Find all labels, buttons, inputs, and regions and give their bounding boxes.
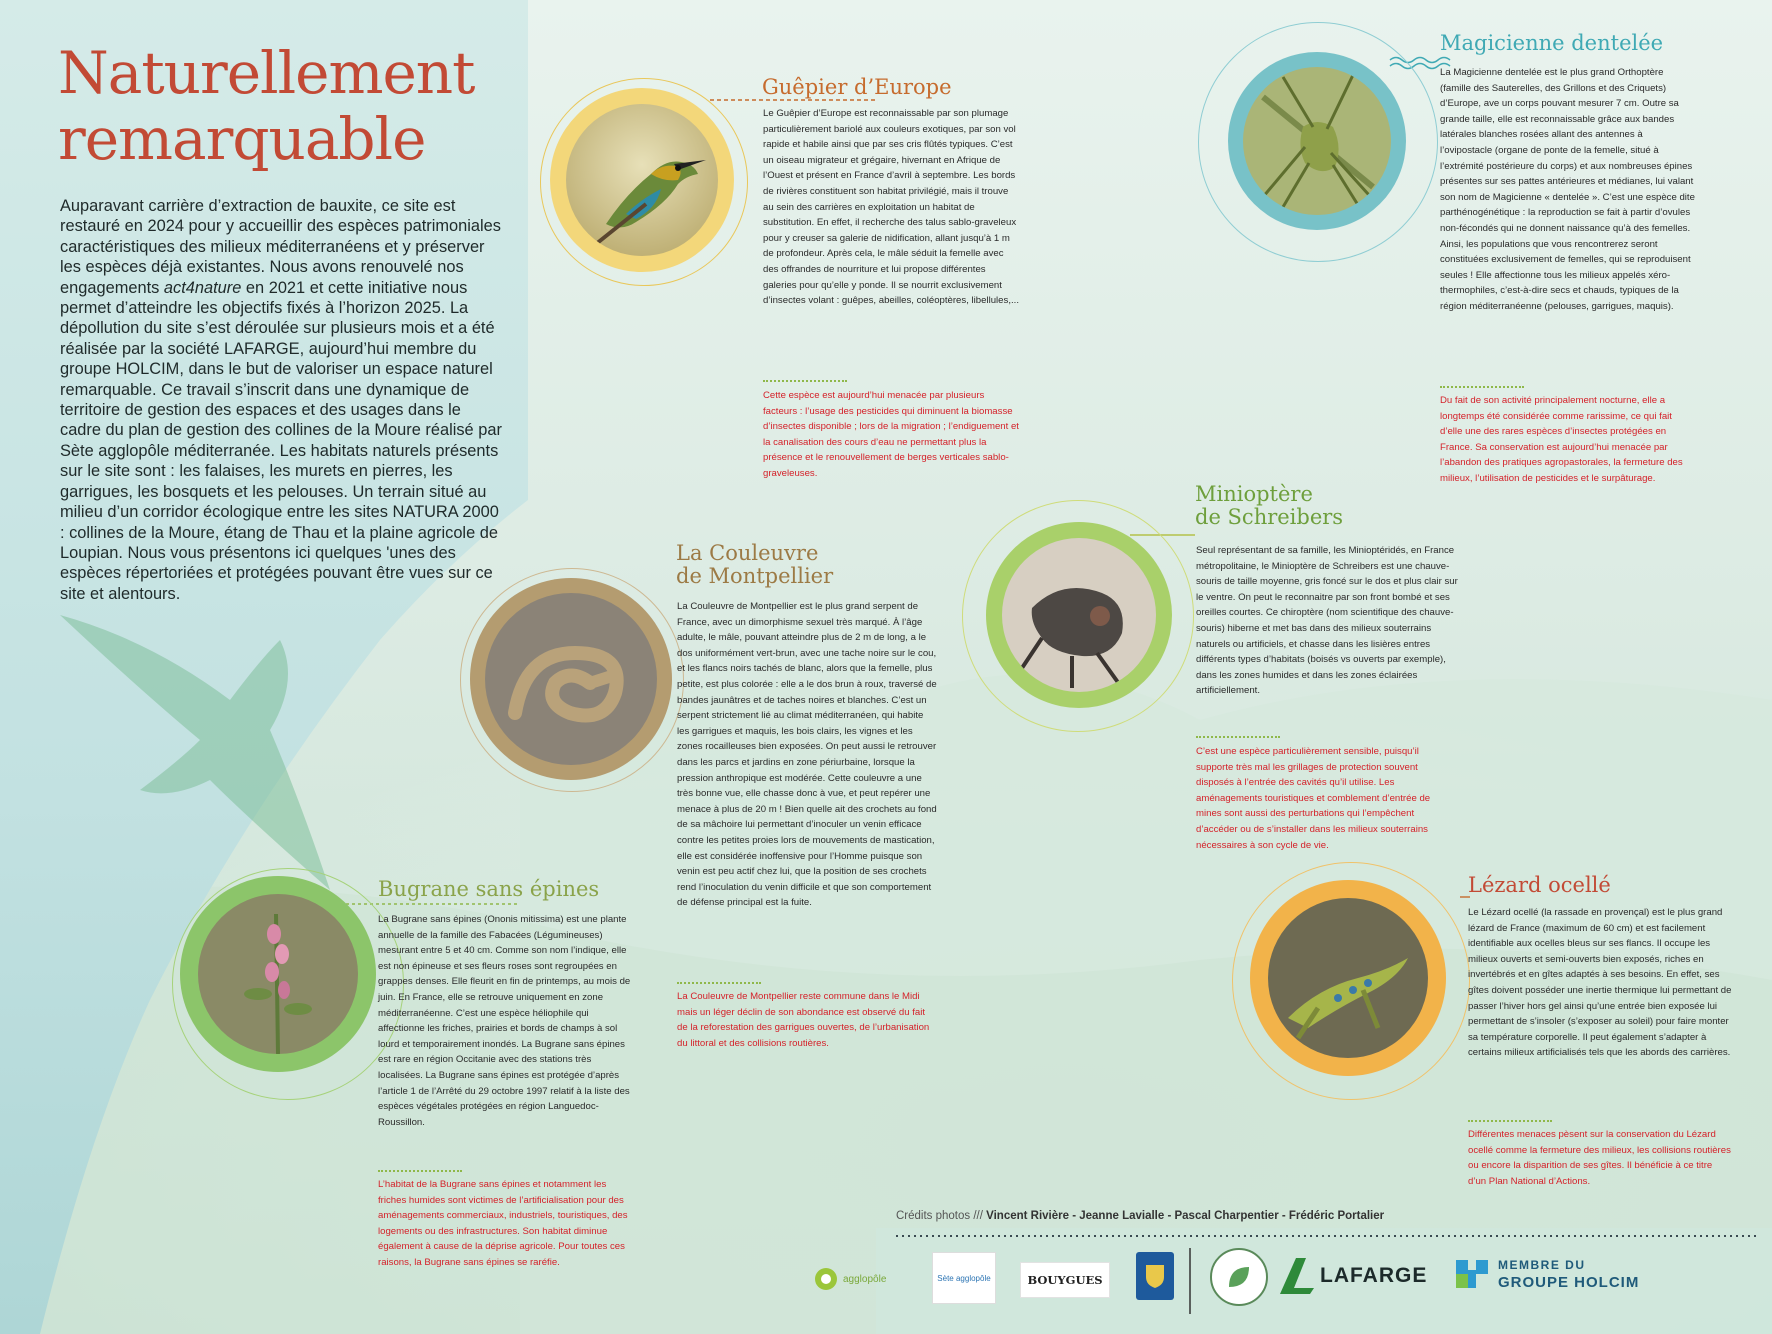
credits-names: Vincent Rivière - Jeanne Lavialle - Pascal Charpentier - Frédéric Portalier xyxy=(986,1210,1385,1222)
minioptere-photo xyxy=(1002,538,1156,692)
lezard-photo xyxy=(1268,898,1428,1058)
lafarge-logo xyxy=(1278,1254,1436,1298)
bugrane-title: Bugrane sans épines xyxy=(378,877,600,901)
lezard-threat: Différentes menaces pèsent sur la conservation du Lézard ocellé comme la fermeture des milieux, les collisions routières ou encore la disparition de ses gîtes. Il bénéficie à ce titre d’un Plan National d’Actions. xyxy=(1468,1129,1731,1187)
holcim-logo xyxy=(1452,1252,1672,1296)
intro-text-2: en 2021 et cette initiative nous permet d’atteindre les objectifs fixés à l’horizon 2025. La dépollution du site s’est déroulée sur plusieurs mois et a été réalisée par la société LAFARGE, aujourd’hui membre du groupe HOLCIM, dans le but de valoriser un espace naturel remarquable. Ce travail s’inscrit dans une dynamique de territoire de gestion des espaces et des usages dans le cadre du plan de gestion des collines de la Moure réalisé par Sète agglopôle méditerranée. Les habitats naturels présents sur le site sont : les falaises, les murets en pierres, les garrigues, les bosquets et les pelouses. Un terrain situé au milieu d’un corridor écologique entre les sites NATURA 2000 : collines de la Moure, étang de Thau et la plaine agricole de Loupian. Nous vous présentons ici quelques 'unes des espèces répertoriées et protégées pouvant être vues sur ce site et alentours. xyxy=(60,278,502,603)
holcim-text xyxy=(1498,1256,1639,1292)
minioptere-title xyxy=(1195,483,1343,529)
bouygues-logo-text: BOUYGUES xyxy=(1027,1273,1103,1287)
minioptere-title-line-2: de Schreibers xyxy=(1195,505,1344,529)
bugrane-description: La Bugrane sans épines (Ononis mitissima) est une plante annuelle de la famille des Fabacées (Légumineuses) mesurant entre 5 et 40 cm. Comme son nom l’indique, elle est non épineuse et ses fleurs roses sont regroupées en grappes denses. Elle fleurit en fin de printemps, au mois de juin. En France, elle se retrouve uniquement en zone méditerranéenne. C’est une espèce héliophile qui affectionne les friches, prairies et bords de champs à sol lourd et temporairement inondés. La Bugrane sans épines est rare en région Occitanie avec des stations très localisées. La Bugrane sans épines est protégée d’après l’article 1 de l’Arrêté du 29 octobre 1997 relatif à la liste des espèces végétales protégées en région Languedoc-Roussillon. xyxy=(378,914,631,1128)
bugrane-photo xyxy=(198,894,358,1054)
badge-logo xyxy=(1210,1248,1268,1306)
bugrane-threat: L’habitat de la Bugrane sans épines et notamment les friches humides sont victimes de l’artificialisation pour des aménagements commerciaux, industriels, touristiques, des logements ou des infrastructures. Son habitat diminue également à cause de la déprise agricole. Pour toutes ces raisons, la Bugrane sans épines se raréfie. xyxy=(378,1179,628,1268)
bouygues-logo xyxy=(1020,1262,1110,1298)
magicienne-description: La Magicienne dentelée est le plus grand Orthoptère (famille des Sauterelles, des Grillons et des Criquets) d’Europe, ave un corps pouvant mesurer 7 cm. Outre sa grande taille, elle est reconnaissable grâce aux bandes latérales blanches rosées allant des antennes à l’ovipostacle (organe de ponte de la femelle, situé à l’extrémité postérieure du corps) et aux nombreuses épines présentes sur ses pattes antérieures et médianes, lui valant son nom de Magicienne « dentelée ». C’est une espèce dite parthénogénétique : la reproduction se fait à partir d’ovules non-fécondés qui ne donnent naissance qu’à des femelles. Ainsi, les populations que vous rencontrerez seront constituées exclusivement de femelles, qui se reproduisent seules ! Elle affectionne tous les milieux appelés xéro-thermophiles, c’est-à-dire secs et chauds, typiques de la région méditerranéenne (pelouses, garrigues, maquis). xyxy=(1440,67,1695,312)
couleuvre-divider xyxy=(677,982,761,984)
leaf-icon xyxy=(1224,1262,1254,1292)
sete-logo xyxy=(932,1252,996,1304)
holcim-line-2: GROUPE HOLCIM xyxy=(1498,1274,1640,1291)
holcim-line-1: MEMBRE DU xyxy=(1498,1258,1586,1272)
couleuvre-title-line-2: de Montpellier xyxy=(676,564,834,588)
guepier-threat: Cette espèce est aujourd’hui menacée par plusieurs facteurs : l’usage des pesticides qui diminuent la biomasse d’insectes disponible ; lors de la migration ; l’endiguement et la canalisation des cours d’eau ne permettant plus la présence et le renouvellement de berges verticales sablo-graveleuses. xyxy=(763,390,1019,479)
agglopole-logo-text: agglopôle xyxy=(843,1273,887,1285)
guepier-photo xyxy=(566,104,718,256)
minioptere-threat: C’est une espèce particulièrement sensible, puisqu’il supporte très mal les grillages de protection souvent disposés à l’entrée des cavités qu’il utilise. Les aménagements touristiques et comblement d’entrée de mines sont aussi des perturbations qui l’empêchent d’accéder ou de s’installer dans les milieux souterrains nécessaires à son cycle de vie. xyxy=(1196,746,1431,851)
lezard-divider xyxy=(1468,1120,1552,1122)
magicienne-divider xyxy=(1440,386,1524,388)
magicienne-title: Magicienne dentelée xyxy=(1440,31,1664,55)
intro-paragraph xyxy=(60,196,506,604)
page-title xyxy=(58,40,474,172)
title-line-1: Naturellement xyxy=(58,39,475,107)
lafarge-l-icon xyxy=(1278,1256,1316,1296)
intro-emphasis: act4nature xyxy=(163,278,242,297)
guepier-divider xyxy=(763,380,847,382)
couleuvre-description: La Couleuvre de Montpellier est le plus grand serpent de France, avec un dimorphisme sexuel très marqué. À l’âge adulte, le mâle, pouvant atteindre plus de 2 m de long, a le dos uniformément vert-brun, avec une tache noire sur le cou, et les flancs noirs tachés de blanc, alors que la femelle, plus petite, est plus colorée : elle a le dos brun à roux, traversé de bandes jaunâtres et de taches noires et blanches. C’est un serpent strictement lié au climat méditerranéen, qui habite les garrigues et maquis, les bois clairs, les vignes et les zones rocailleuses bien exposées. On peut aussi le retrouver dans les parcs et jardins en zone périurbaine, lorsque la pression anthropique est modérée. Cette couleuvre a une très bonne vue, elle chasse donc à vue, et peut repérer une menace à plus de 20 m ! Bien quelle ait des crochets au fond de sa mâchoire lui permettant d’inoculer un venin efficace contre les petites proies lors de mouvements de mastication, elle est considérée inoffensive pour l’Homme puisque son venin est peu actif chez lui, que la position de ses crochets rend l’inoculation du venin difficile et que son comportement de défense principal est la fuite. xyxy=(677,601,937,909)
magicienne-photo xyxy=(1243,67,1391,215)
sete-logo-text: Sète agglopôle xyxy=(937,1273,991,1283)
photo-credits xyxy=(896,1210,1384,1222)
agglopole-logo xyxy=(813,1266,913,1292)
title-line-2: remarquable xyxy=(58,105,426,173)
minioptere-divider xyxy=(1196,736,1280,738)
blason-logo xyxy=(1136,1252,1174,1300)
bugrane-divider xyxy=(378,1170,462,1172)
intro-text-1: Auparavant carrière d’extraction de bauxite, ce site est restauré en 2024 pour y accueillir des espèces patrimoniales caractéristiques des milieux méditerranéens et y préserver les espèces déjà existantes. Nous avons renouvelé nos engagements xyxy=(60,197,501,297)
guepier-description: Le Guêpier d’Europe est reconnaissable par son plumage particulièrement bariolé aux couleurs exotiques, par son vol rapide et habile ainsi que par ses cris flûtés typiques. C’est un oiseau migrateur et grégaire, hivernant en Afrique de l’Ouest et présent en France d’avril à septembre. Les bords de rivières constituent son habitat privilégié, mais il trouve au sein des carrières en exploitation un habitat de substitution. En effet, il recherche des talus sablo-graveleux pour y creuser sa galerie de nidification, allant jusqu’à 1 m de profondeur. Après cela, le mâle séduit la femelle avec des offrandes de nourriture et lui propose différentes galeries pour qu’elle y ponde. Il se nourrit exclusivement d’insectes volant : guêpes, abeilles, coléoptères, libellules,... xyxy=(763,108,1019,307)
minioptere-title-line-1: Minioptère xyxy=(1195,482,1313,506)
shield-icon xyxy=(1144,1263,1166,1289)
lezard-description: Le Lézard ocellé (la rassade en provençal) est le plus grand lézard de France (maximum de 60 cm) et est facilement identifiable aux ocelles bleus sur ses flancs. Il occupe les milieux ouverts et semi-ouverts bien exposés, riches en invertébrés et en gîtes adaptés à ses besoins. En effet, ses gîtes doivent posséder une inertie thermique lui permettant de passer l’hiver hors gel ainsi qu’une entrée bien exposée lui permettant de s’insoler (s’exposer au soleil) pour faire monter sa température corporelle. Il peut également s’adapter à certains milieux artificialisés tels que les abords des carrières. xyxy=(1468,907,1732,1059)
lafarge-logo-text: LAFARGE xyxy=(1320,1264,1428,1287)
agglopole-logo-mark xyxy=(813,1266,839,1292)
couleuvre-threat: La Couleuvre de Montpellier reste commune dans le Midi mais un léger déclin de son abondance est observé du fait de la reforestation des garrigues ouvertes, de l’urbanisation du littoral et des collisions routières. xyxy=(677,991,930,1049)
minioptere-description: Seul représentant de sa famille, les Minioptéridés, en France métropolitaine, le Minioptère de Schreibers est une chauve-souris de taille moyenne, gris foncé sur le dos et plus clair sur le ventre. On peut le reconnaitre par son front bombé et ses oreilles courtes. Ce chiroptère (nom scientifique des chauve-souris) hiberne et met bas dans des milieux souterrains naturels ou artificiels, et chasse dans les lisières entres différents types d’habitats (boisés vs ouverts par exemple), dans les zones humides et dans les zones éclairées artificiellement. xyxy=(1196,545,1458,697)
credits-label: Crédits photos /// xyxy=(896,1210,983,1222)
guepier-title: Guêpier d’Europe xyxy=(762,75,952,99)
magicienne-threat: Du fait de son activité principalement nocturne, elle a longtemps été considérée comme rarissime, ce qui fait d’elle une des rares espèces d’insectes protégées en France. Sa conservation est aujourd’hui menacée par l’abandon des pratiques agropastorales, la fermeture des milieux, l’utilisation de pesticides et le surpâturage. xyxy=(1440,395,1683,484)
couleuvre-photo xyxy=(485,593,657,765)
lezard-title: Lézard ocellé xyxy=(1468,873,1611,897)
couleuvre-title-line-1: La Couleuvre xyxy=(676,541,819,565)
couleuvre-title xyxy=(676,542,833,588)
holcim-icon xyxy=(1452,1254,1492,1294)
